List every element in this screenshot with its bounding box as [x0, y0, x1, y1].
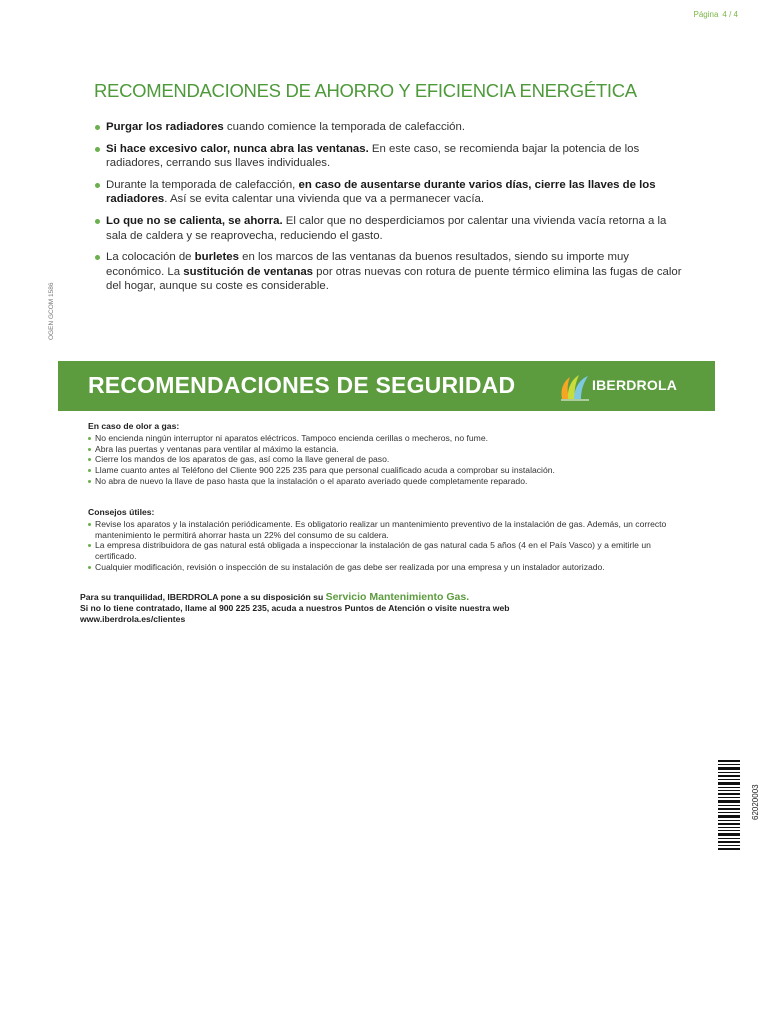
- efficiency-item-text: Durante la temporada de calefacción,: [106, 178, 299, 191]
- footer-line-1: [80, 592, 700, 603]
- efficiency-item: [94, 250, 684, 294]
- gas-smell-item: No abra de nuevo la llave de paso hasta que la instalación o el aparato averiado quede completamente reparado.: [88, 476, 688, 487]
- footer-line-1-text: Para su tranquilidad, IBERDROLA pone a su disposición su: [80, 592, 326, 602]
- efficiency-item: [94, 120, 684, 135]
- efficiency-item-bold: burletes: [194, 251, 239, 264]
- page-number-value: 4 / 4: [722, 10, 738, 19]
- efficiency-item-text: El calor que no desperdiciamos por calentar una vivienda vacía retorna a la sala de caldera y se reaprovecha, reduciendo el gasto.: [106, 214, 667, 242]
- leaf-logo-icon: [558, 371, 592, 401]
- efficiency-title: RECOMENDACIONES DE AHORRO Y EFICIENCIA ENERGÉTICA: [94, 80, 637, 101]
- efficiency-item-text: cuando comience la temporada de calefacción.: [223, 121, 466, 133]
- efficiency-item-text: En este caso, se recomienda bajar la potencia de los radiadores, cerrando sus llaves individuales.: [106, 142, 640, 170]
- gas-smell-item: No encienda ningún interruptor ni aparatos eléctricos. Tampoco encienda cerillas o mecheros, no fume.: [88, 433, 688, 444]
- efficiency-item-text: en los marcos de las ventanas da buenos resultados, siendo su importe muy económico. La: [106, 251, 629, 278]
- gas-smell-heading: En caso de olor a gas:: [88, 421, 180, 431]
- service-name: Servicio Mantenimiento Gas.: [325, 591, 470, 603]
- efficiency-item-text: . Así se evita calentar una vivienda que va a permanecer vacía.: [164, 193, 485, 206]
- efficiency-item-bold: sustitución de ventanas: [183, 265, 314, 278]
- iberdrola-logo: [558, 369, 698, 403]
- logo-text: IBERDROLA: [592, 377, 678, 393]
- efficiency-item-bold: Lo que no se calienta, se ahorra.: [106, 214, 283, 227]
- efficiency-item: [94, 178, 684, 207]
- efficiency-list: [94, 120, 684, 301]
- efficiency-item-text: por otras nuevas con rotura de puente térmico elimina las fugas de calor del hogar, aunque su coste es considerable.: [106, 265, 682, 293]
- gas-smell-item: Abra las puertas y ventanas para ventilar al máximo la estancia.: [88, 444, 688, 455]
- page-number: [694, 10, 739, 19]
- tips-item: Revise los aparatos y la instalación periódicamente. Es obligatorio realizar un mantenimiento preventivo de la instalación de gas. Además, un correcto mantenimiento le permitirá ahorrar hasta un 22% del consumo de su caldera.: [88, 519, 688, 541]
- security-banner: [58, 361, 715, 411]
- tips-heading: Consejos útiles:: [88, 507, 155, 517]
- footer-website-link[interactable]: www.iberdrola.es/clientes: [80, 614, 186, 624]
- footer-service-info: [80, 592, 700, 625]
- efficiency-item-text: La colocación de: [106, 251, 195, 264]
- tips-section: [88, 507, 688, 573]
- footer-line-2: Si no lo tiene contratado, llame al 900 225 235, acuda a nuestros Puntos de Atención o visite nuestra web: [80, 603, 510, 613]
- efficiency-item-bold: Si hace excesivo calor, nunca abra las ventanas.: [106, 142, 369, 155]
- barcode-icon: [718, 760, 740, 852]
- barcode-number: 62020003: [751, 784, 760, 820]
- tips-item: La empresa distribuidora de gas natural está obligada a inspeccionar la instalación de gas natural cada 5 años (4 en el País Vasco) y a emitirle un certificado.: [88, 540, 688, 562]
- efficiency-item: [94, 142, 684, 171]
- gas-smell-item: Cierre los mandos de los aparatos de gas, así como la llave general de paso.: [88, 454, 688, 465]
- side-reference-code: OGEN GCOM 1586: [48, 282, 55, 340]
- page-number-label: Página: [693, 10, 719, 19]
- security-title: RECOMENDACIONES DE SEGURIDAD: [88, 372, 516, 398]
- tips-item: Cualquier modificación, revisión o inspección de su instalación de gas debe ser realizada por una empresa y un instalador autorizado.: [88, 562, 688, 573]
- gas-smell-item: Llame cuanto antes al Teléfono del Cliente 900 225 235 para que personal cualificado acuda a comprobar su instalación.: [88, 465, 688, 476]
- efficiency-item: [94, 214, 684, 243]
- efficiency-item-bold: en caso de ausentarse durante varios días, cierre las llaves de los radiadores: [106, 178, 656, 206]
- efficiency-item-bold: Purgar los radiadores: [106, 121, 224, 133]
- gas-smell-section: [88, 421, 688, 487]
